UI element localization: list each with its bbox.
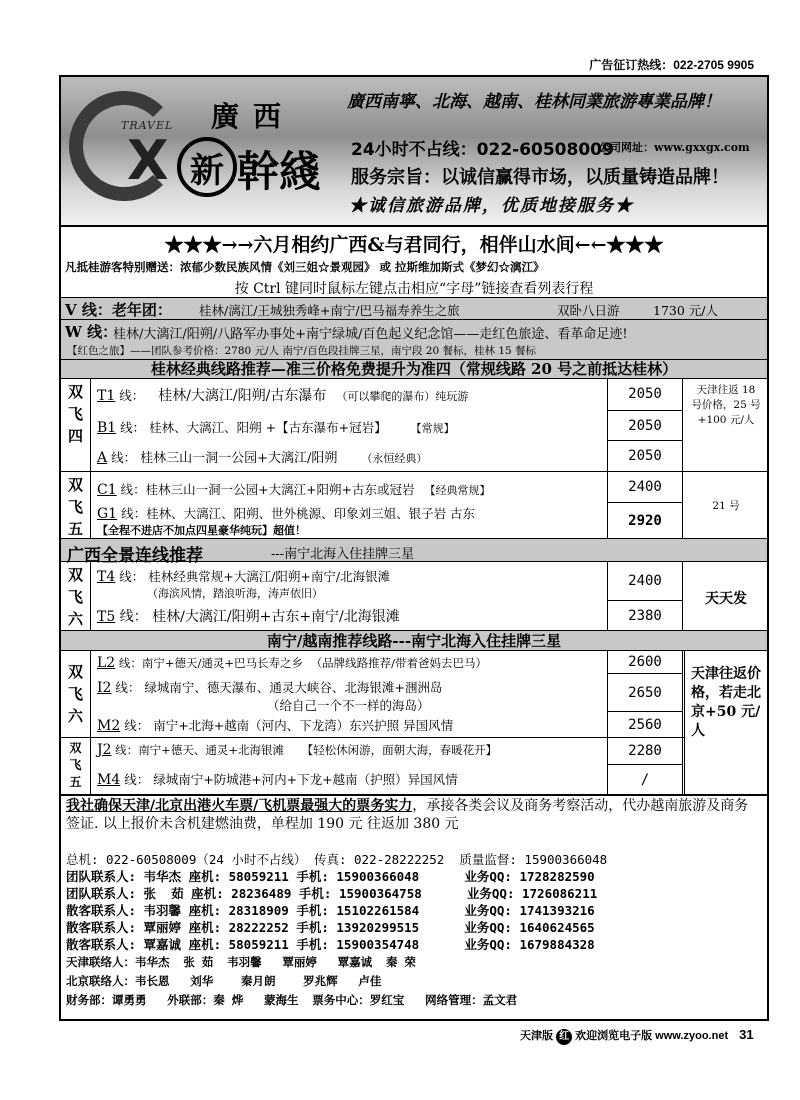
- mode-char: 飞: [67, 498, 83, 516]
- group-side-note: 天津往返 18 号价格，25 号 +100 元/人: [691, 384, 761, 426]
- mode-char: 双: [69, 741, 82, 755]
- departments: 财务部：谭勇勇 外联部：秦 烨 蒙海生 票务中心：罗红宝 网络管理：孟文君: [66, 993, 518, 1007]
- group-shuangfei-wu: [61, 472, 767, 538]
- route-suffix: 线：: [115, 388, 145, 403]
- route-desc: 桂林、大漓江、阳朔、世外桃源、印象刘三姐、银子岩 古东: [146, 506, 476, 521]
- route-suffix: 线：: [117, 506, 147, 521]
- route-suffix: 线：: [111, 680, 141, 695]
- route-row[interactable]: [97, 385, 468, 405]
- mode-char: 双: [67, 566, 83, 584]
- route-desc: 绿城南宁、德天瀑布、通灵大峡谷、北海银滩+涠洲岛: [144, 680, 443, 695]
- mode-char: 双: [67, 383, 83, 401]
- route-code[interactable]: M4: [97, 772, 121, 788]
- route-note: 【轻松休闲游，面朝大海，春暖花开】: [301, 743, 498, 757]
- route-price: 2920: [607, 502, 683, 538]
- brand-guangxi: 廣西: [211, 100, 296, 133]
- route-code[interactable]: C1: [97, 482, 117, 498]
- page-footer: [520, 1027, 754, 1045]
- route-note: （永恒经典）: [361, 452, 428, 465]
- route-desc: 南宁+德天、通灵+北海银滩: [138, 743, 284, 757]
- banner-slogan-top: 廣西南寧、北海、越南、桂林同業旅游專業品牌！: [347, 92, 721, 112]
- route-row[interactable]: [97, 655, 487, 671]
- route-code[interactable]: T1: [97, 388, 116, 404]
- route-suffix: 线：: [111, 743, 139, 757]
- mode-char: 飞: [67, 685, 83, 703]
- gift-notice: 凡抵桂游客特别赠送：浓郁少数民族风情《刘三姐☆景观园》 或 拉斯维加斯式《梦幻☆漓江》: [65, 260, 545, 274]
- section-title: 广西全景连线推荐: [67, 546, 203, 566]
- ticket-paragraph: [66, 797, 758, 833]
- route-suffix: 线：: [120, 772, 150, 787]
- route-code[interactable]: T5: [97, 609, 116, 625]
- page-number: 31: [739, 1027, 754, 1042]
- route-price: 2650: [607, 673, 683, 711]
- logo-letter: X: [127, 129, 169, 192]
- group-side-note: 天天发: [705, 591, 747, 607]
- route-row[interactable]: [97, 716, 453, 734]
- ticket-highlight: 我社确保天津/北京出港火车票/飞机票最强大的票务实力: [66, 798, 413, 814]
- route-note: 【全程不进店不加点四星豪华纯玩】超值！: [97, 524, 306, 537]
- route-code[interactable]: J2: [97, 742, 112, 758]
- route-note: 【常规】: [410, 422, 455, 435]
- route-suffix: 线：: [107, 450, 137, 465]
- group-shuangfei-wu-b: [61, 738, 767, 794]
- footer-edition: 天津版: [520, 1030, 553, 1042]
- group-shuangfei-liu: [61, 562, 767, 630]
- w-line-route: 桂林/大漓江/阳朔/八路军办事处+南宁绿城/百色起义纪念馆——走红色旅途、看革命足迹!: [113, 327, 628, 342]
- section-guangxi-header: [61, 538, 767, 566]
- route-desc: 桂林/大漓江/阳朔/古东瀑布: [158, 388, 327, 404]
- mode-char: 飞: [67, 588, 83, 606]
- banner-phone: 24小时不占线：022-60508009: [351, 140, 614, 160]
- route-row[interactable]: [97, 678, 442, 714]
- route-suffix: 线：: [115, 609, 148, 625]
- mode-column: [61, 472, 91, 538]
- group-side-note: 21 号: [712, 500, 740, 512]
- section-guilin-header: 桂林经典线路推荐—准三价格免费提升为准四（常规线路 20 号之前抵达桂林）: [61, 359, 767, 379]
- route-price: 2050: [607, 379, 683, 410]
- route-price: 2380: [607, 600, 683, 630]
- brand-xin-badge: 新: [177, 137, 237, 197]
- route-price: 2560: [607, 711, 683, 737]
- mode-char: 五: [67, 520, 83, 538]
- mode-column: [61, 379, 91, 471]
- route-desc: 南宁+北海+越南（河内、下龙湾）东兴护照 异国风情: [153, 718, 454, 733]
- route-row[interactable]: [97, 742, 497, 758]
- route-desc: 绿城南宁+防城港+河内+下龙+越南（护照）异国风情: [153, 772, 458, 787]
- w-line-label: W 线：: [65, 323, 118, 341]
- contact-line: 总机: 022-60508009（24 小时不占线） 传真: 022-28222252 质量监督: 15900366048: [66, 852, 608, 867]
- nanning-side-cell: [684, 651, 765, 794]
- banner-website[interactable]: 公司网址：www.gxxgx.com: [599, 141, 750, 154]
- route-row[interactable]: [97, 567, 390, 601]
- route-row[interactable]: [97, 480, 491, 498]
- brand-ganxian: 幹綫: [237, 147, 322, 196]
- route-price: 2600: [607, 651, 683, 673]
- mode-char: 五: [69, 775, 82, 789]
- route-price: 2050: [607, 440, 683, 471]
- route-code[interactable]: G1: [97, 506, 118, 522]
- v-line-price: 1730 元/人: [653, 303, 718, 318]
- route-code[interactable]: T4: [97, 569, 116, 585]
- route-row[interactable]: [97, 770, 458, 788]
- route-row[interactable]: [97, 606, 400, 626]
- mode-char: 六: [67, 707, 83, 725]
- v-line-type: 双卧八日游: [557, 303, 620, 318]
- contact-line: 团队联系人: 张 茹 座机: 28236489 手机: 15900364758 业务QQ: 1726086211: [66, 886, 598, 901]
- v-line-label: V 线：老年团：: [65, 301, 172, 319]
- red-tour-note: 【红色之旅】——团队参考价格：2780 元/人 南宁/百色段挂牌三星，南宁段 20 餐标，桂林 15 餐标: [67, 345, 537, 357]
- route-price: 2280: [607, 738, 683, 764]
- mode-char: 飞: [67, 405, 83, 423]
- mode-column: [61, 738, 91, 794]
- group-side-note: 天津往返价格，若走北京+50 元/人: [691, 666, 761, 739]
- route-suffix: 线：: [116, 420, 146, 435]
- route-desc: 桂林三山一洞一公园+大漓江/阳朔: [140, 451, 338, 466]
- route-suffix: 线：: [115, 569, 145, 584]
- headline: ★★★→→六月相约广西&与君同行，相伴山水间←←★★★: [164, 234, 664, 256]
- w-line-row[interactable]: [61, 319, 767, 359]
- route-code[interactable]: B1: [97, 420, 117, 436]
- contact-line: 团队联系人: 韦华杰 座机: 58059211 手机: 15900366048 业务QQ: 1728282590: [66, 869, 595, 884]
- route-desc: 桂林、大漓江、阳朔 +【古东瀑布+冠岩】: [149, 420, 387, 435]
- v-line-route: 桂林/漓江/王城独秀峰+南宁/巴马福寿养生之旅: [199, 303, 460, 318]
- route-suffix: 线：: [120, 718, 150, 733]
- tianjin-contacts: 天津联络人：韦华杰 张 茹 韦羽馨 覃丽婷 覃嘉诚 秦 荣: [66, 955, 416, 969]
- mode-char: 双: [67, 476, 83, 494]
- route-code[interactable]: I2: [97, 680, 112, 696]
- mode-char: 六: [67, 610, 83, 628]
- contact-line: 散客联系人: 覃丽婷 座机: 28222252 手机: 13920299515 业务QQ: 1640624565: [66, 920, 595, 935]
- contact-line: 散客联系人: 韦羽馨 座机: 28318909 手机: 15102261584 业务QQ: 1741393216: [66, 903, 595, 918]
- group-shuangfei-si: [61, 379, 767, 471]
- banner-slogan-bottom: ★诚信旅游品牌，优质地接服务★: [349, 196, 634, 216]
- mode-column: [61, 651, 91, 737]
- contact-line: 散客联系人: 覃嘉诚 座机: 58059211 手机: 15900354748 业务QQ: 1679884328: [66, 937, 595, 952]
- banner-service-motto: 服务宗旨：以诚信赢得市场，以质量铸造品牌！: [351, 167, 729, 188]
- beijing-contacts: 北京联络人：韦长恩 刘华 秦月朗 罗兆辉 卢佳: [66, 974, 382, 988]
- route-suffix: 线：: [115, 656, 142, 670]
- route-row[interactable]: [97, 418, 455, 436]
- route-row[interactable]: [97, 504, 475, 538]
- route-desc: 桂林经典常规+大漓江/阳朔+南宁/北海银滩: [148, 569, 391, 584]
- footer-badge-icon: 红: [556, 1029, 572, 1045]
- route-note: （品牌线路推荐/带着爸妈去巴马）: [310, 656, 488, 670]
- ad-hotline: 广告征订热线：022-2705 9905: [589, 58, 754, 72]
- logo-travel-text: TRAVEL: [121, 119, 174, 132]
- route-price: /: [607, 764, 683, 794]
- mode-char: 飞: [69, 758, 82, 772]
- route-note: （海滨风情，踏浪听海，涛声依旧）: [147, 587, 323, 600]
- mode-column: [61, 562, 91, 630]
- mode-char: 双: [67, 663, 83, 681]
- route-desc: 桂林三山一洞一公园+大漓江+阳朔+古东或冠岩: [145, 482, 415, 497]
- route-row[interactable]: [97, 447, 427, 466]
- route-note: （给自己一个不一样的海岛）: [267, 698, 430, 713]
- route-code[interactable]: M2: [97, 718, 121, 734]
- v-line-row[interactable]: [61, 298, 767, 319]
- company-banner: [61, 77, 767, 227]
- route-note: 【经典常规】: [424, 484, 491, 497]
- mode-char: 四: [67, 427, 83, 445]
- route-price: 2050: [607, 410, 683, 440]
- section-nanning-vietnam-header: 南宁/越南推荐线路---南宁北海入住挂牌三星: [61, 630, 767, 651]
- footer-text[interactable]: 欢迎浏览电子版 www.zyoo.net: [575, 1030, 729, 1042]
- divider: [61, 794, 767, 796]
- section-subtitle: ---南宁北海入住挂牌三星: [271, 547, 415, 562]
- route-price: 2400: [607, 472, 683, 502]
- route-suffix: 线：: [116, 482, 146, 497]
- route-code[interactable]: A: [97, 450, 108, 466]
- route-desc: 南宁+德天/通灵+巴马长寿之乡: [141, 656, 304, 670]
- route-price: 2400: [607, 562, 683, 600]
- route-desc: 桂林/大漓江/阳朔+古东+南宁/北海银滩: [152, 609, 400, 625]
- route-note: （可以攀爬的瀑布）纯玩游: [336, 390, 469, 403]
- ticket-detail: ，承接各类会议及商务考察活动，代办越南旅游及商务签证. 以上报价未含机建燃油费，单程加 190 元 往返加 380 元: [66, 798, 749, 832]
- group-shuangfei-liu-b: [61, 651, 767, 737]
- ctrl-tip: 按 Ctrl 键同时鼠标左键点击相应“字母”链接查看列表行程: [234, 281, 594, 297]
- route-code[interactable]: L2: [97, 655, 116, 671]
